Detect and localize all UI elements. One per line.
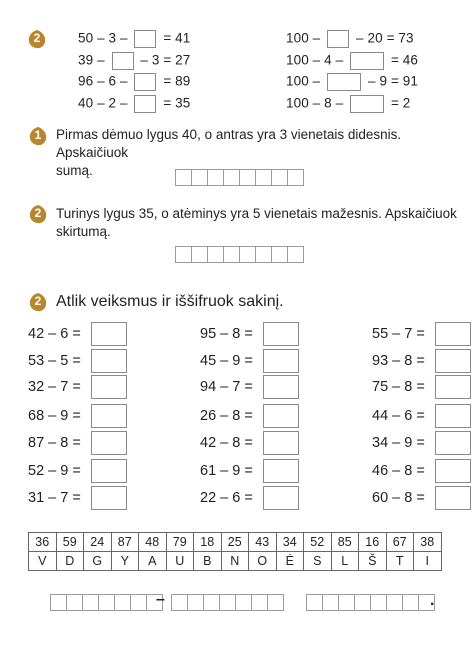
answer-box[interactable] bbox=[435, 349, 471, 373]
term: 100 – bbox=[286, 73, 321, 89]
equation-row: 42 – 8 = bbox=[200, 431, 299, 455]
equation-row: 52 – 9 = bbox=[28, 459, 127, 483]
key-number: 85 bbox=[331, 533, 359, 552]
answer-box[interactable] bbox=[263, 459, 299, 483]
sentence-word-1-cells[interactable] bbox=[50, 594, 162, 611]
answer-box[interactable] bbox=[435, 431, 471, 455]
key-letter: Y bbox=[111, 552, 139, 571]
blank-box[interactable] bbox=[134, 73, 156, 91]
equation-row bbox=[78, 30, 190, 48]
key-number: 24 bbox=[84, 533, 112, 552]
answer-box[interactable] bbox=[435, 375, 471, 399]
equation-row bbox=[78, 73, 190, 91]
key-number: 34 bbox=[276, 533, 304, 552]
key-letter: B bbox=[194, 552, 222, 571]
result: = 73 bbox=[386, 30, 414, 46]
term: 100 – bbox=[286, 52, 321, 68]
result: = 91 bbox=[390, 73, 419, 89]
equation-row: 60 – 8 = bbox=[372, 486, 471, 510]
equation-row: 44 – 6 = bbox=[372, 404, 471, 428]
term: 50 – bbox=[78, 30, 105, 46]
equation-row: 26 – 8 = bbox=[200, 404, 299, 428]
key-letter: S bbox=[304, 552, 332, 571]
equation-row: 95 – 8 = bbox=[200, 322, 299, 346]
badge-number: 2 bbox=[34, 206, 42, 220]
key-letter: D bbox=[56, 552, 84, 571]
equation-row: 55 – 7 = bbox=[372, 322, 471, 346]
blank-box[interactable] bbox=[350, 52, 384, 70]
key-letter: T bbox=[386, 552, 414, 571]
term: – 3 bbox=[140, 52, 160, 68]
task-badge-2 bbox=[28, 126, 48, 146]
result: = 41 bbox=[163, 30, 191, 46]
key-letter: U bbox=[166, 552, 194, 571]
key-number: 18 bbox=[194, 533, 222, 552]
problem-line: Turinys lygus 35, o atėminys yra 5 vienetais mažesnis. Apskaičiuok bbox=[56, 206, 457, 221]
key-number: 16 bbox=[359, 533, 387, 552]
task-badge-4 bbox=[28, 292, 48, 312]
equation-row: 34 – 9 = bbox=[372, 431, 471, 455]
answer-box[interactable] bbox=[263, 486, 299, 510]
result: = 46 bbox=[390, 52, 419, 68]
key-letter: V bbox=[29, 552, 57, 571]
key-letter: Š bbox=[359, 552, 387, 571]
key-letter: N bbox=[221, 552, 249, 571]
answer-box[interactable] bbox=[91, 322, 127, 346]
term: 4 – bbox=[324, 52, 344, 68]
answer-box[interactable] bbox=[91, 404, 127, 428]
answer-box[interactable] bbox=[91, 459, 127, 483]
equation-row bbox=[78, 95, 190, 113]
problem-text-difference bbox=[56, 205, 466, 241]
badge-number: 1 bbox=[34, 128, 42, 142]
answer-box[interactable] bbox=[263, 431, 299, 455]
equation-row bbox=[286, 73, 418, 91]
key-letter: O bbox=[249, 552, 277, 571]
key-number: 79 bbox=[166, 533, 194, 552]
equation-row: 53 – 5 = bbox=[28, 349, 127, 373]
problem-line: skirtumą. bbox=[56, 224, 111, 239]
term: 8 – bbox=[324, 95, 344, 111]
term: 100 – bbox=[286, 30, 321, 46]
blank-box[interactable] bbox=[350, 95, 384, 113]
sentence-period: . bbox=[430, 592, 435, 609]
sentence-word-3-cells[interactable] bbox=[306, 594, 434, 611]
answer-box[interactable] bbox=[263, 375, 299, 399]
key-letter: Ė bbox=[276, 552, 304, 571]
answer-box[interactable] bbox=[91, 349, 127, 373]
equation-row: 31 – 7 = bbox=[28, 486, 127, 510]
answer-box[interactable] bbox=[263, 404, 299, 428]
term: 3 – bbox=[108, 30, 128, 46]
task-badge-1 bbox=[27, 29, 47, 49]
answer-box[interactable] bbox=[263, 349, 299, 373]
equation-row bbox=[286, 95, 410, 113]
answer-box[interactable] bbox=[91, 375, 127, 399]
equation-row: 42 – 6 = bbox=[28, 322, 127, 346]
key-number: 25 bbox=[221, 533, 249, 552]
badge-number: 2 bbox=[34, 294, 42, 308]
answer-box[interactable] bbox=[435, 486, 471, 510]
term: 100 – bbox=[286, 95, 321, 111]
equation-row bbox=[78, 52, 190, 70]
blank-box[interactable] bbox=[134, 95, 156, 113]
term: – 9 bbox=[368, 73, 388, 89]
key-numbers-row bbox=[29, 533, 442, 552]
answer-box[interactable] bbox=[435, 459, 471, 483]
equation-row: 45 – 9 = bbox=[200, 349, 299, 373]
problem-line: Pirmas dėmuo lygus 40, o antras yra 3 vienetais didesnis. Apskaičiuok bbox=[56, 127, 402, 160]
equation-row: 87 – 8 = bbox=[28, 431, 127, 455]
answer-box[interactable] bbox=[91, 486, 127, 510]
answer-box[interactable] bbox=[435, 322, 471, 346]
term: 96 – bbox=[78, 73, 105, 89]
key-letter: G bbox=[84, 552, 112, 571]
equation-row: 94 – 7 = bbox=[200, 375, 299, 399]
equation-row: 68 – 9 = bbox=[28, 404, 127, 428]
result: = 2 bbox=[390, 95, 411, 111]
key-number: 48 bbox=[139, 533, 167, 552]
term: 6 – bbox=[108, 73, 128, 89]
equation-row: 75 – 8 = bbox=[372, 375, 471, 399]
answer-box[interactable] bbox=[91, 431, 127, 455]
blank-box[interactable] bbox=[112, 52, 134, 70]
term: – 20 bbox=[356, 30, 383, 46]
key-number: 59 bbox=[56, 533, 84, 552]
key-number: 36 bbox=[29, 533, 57, 552]
term: 2 – bbox=[108, 95, 128, 111]
answer-cells-sum[interactable] bbox=[175, 169, 303, 186]
blank-box[interactable] bbox=[134, 30, 156, 48]
key-number: 43 bbox=[249, 533, 277, 552]
key-letter: I bbox=[414, 552, 442, 571]
key-letter: A bbox=[139, 552, 167, 571]
key-number: 52 bbox=[304, 533, 332, 552]
problem-line: sumą. bbox=[56, 163, 93, 178]
task-title: Atlik veiksmus ir iššifruok sakinį. bbox=[56, 293, 284, 310]
blank-box[interactable] bbox=[327, 30, 349, 48]
term: 40 – bbox=[78, 95, 105, 111]
equation-row: 61 – 9 = bbox=[200, 459, 299, 483]
key-number: 67 bbox=[386, 533, 414, 552]
equation-row: 93 – 8 = bbox=[372, 349, 471, 373]
equation-row bbox=[286, 52, 418, 70]
badge-number: 2 bbox=[33, 31, 41, 45]
equation-row: 32 – 7 = bbox=[28, 375, 127, 399]
equation-row: 46 – 8 = bbox=[372, 459, 471, 483]
equation-row: 22 – 6 = bbox=[200, 486, 299, 510]
key-letter: L bbox=[331, 552, 359, 571]
sentence-word-2-cells[interactable] bbox=[171, 594, 283, 611]
result: = 27 bbox=[163, 52, 191, 68]
cipher-key-table bbox=[28, 532, 442, 571]
equation-row bbox=[286, 30, 414, 48]
key-number: 38 bbox=[414, 533, 442, 552]
answer-box[interactable] bbox=[263, 322, 299, 346]
answer-cells-difference[interactable] bbox=[175, 246, 303, 263]
key-number: 87 bbox=[111, 533, 139, 552]
blank-box[interactable] bbox=[327, 73, 361, 91]
task-badge-3 bbox=[28, 204, 48, 224]
result: = 35 bbox=[163, 95, 191, 111]
key-letters-row bbox=[29, 552, 442, 571]
term: 39 – bbox=[78, 52, 105, 68]
answer-box[interactable] bbox=[435, 404, 471, 428]
sentence-dash: – bbox=[156, 591, 165, 608]
result: = 89 bbox=[163, 73, 191, 89]
